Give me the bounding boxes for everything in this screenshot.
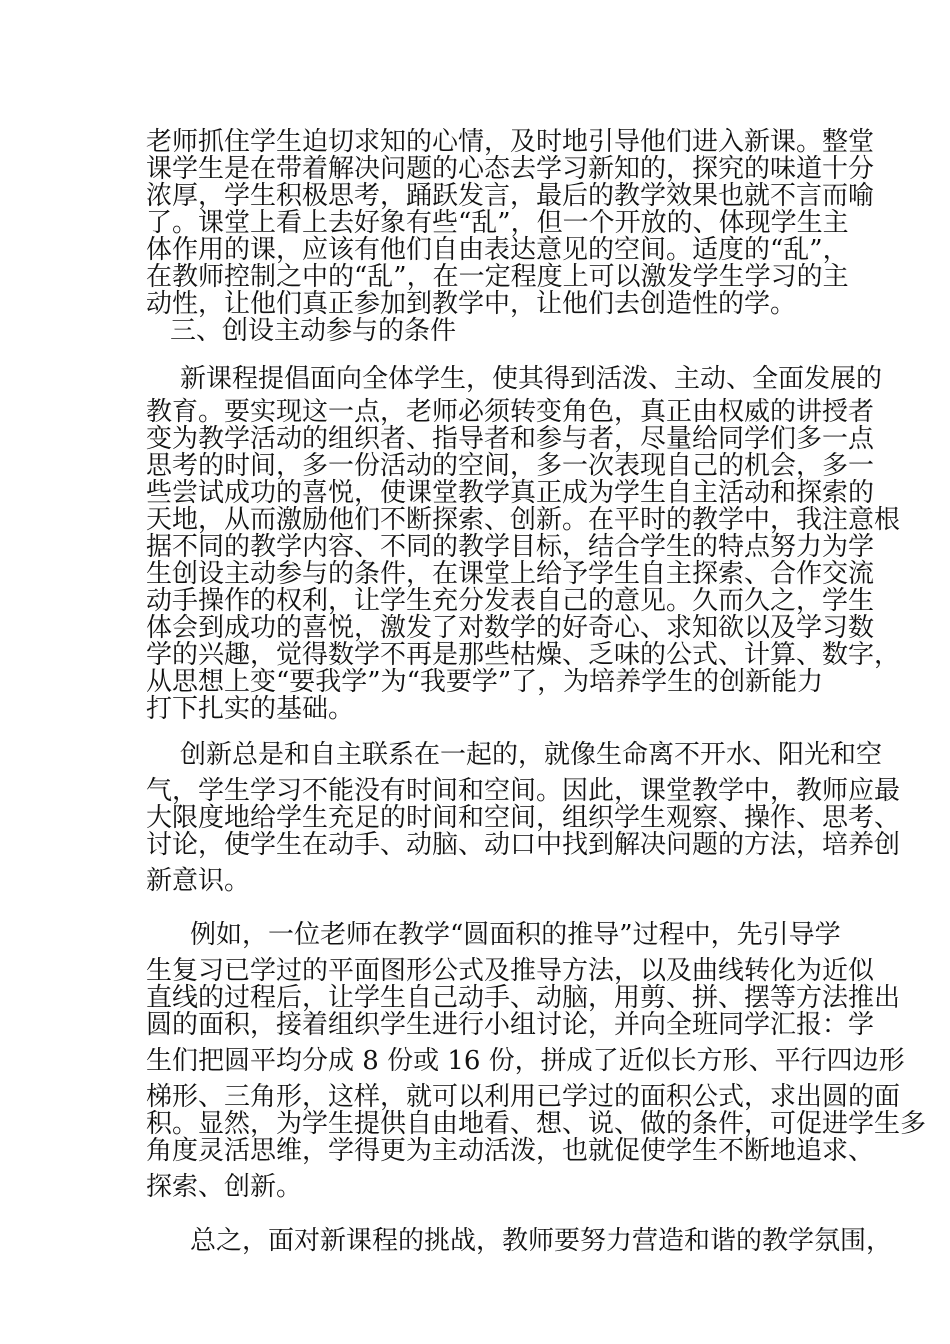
paragraph-3-line-4: 讨论，使学生在动手、动脑、动口中找到解决问题的方法，培养创 [146,830,901,860]
paragraph-1-line-2: 课学生是在带着解决问题的心态去学习新知的，探究的味道十分 [146,154,875,184]
paragraph-2-line-9: 动手操作的权利，让学生充分发表自己的意见。久而久之，学生 [146,586,875,616]
paragraph-2-line-13: 打下扎实的基础。 [146,694,355,724]
paragraph-4-line-4: 圆的面积，接着组织学生进行小组讨论，并向全班同学汇报：学 [146,1010,875,1040]
paragraph-1-line-4: 了。课堂上看上去好象有些“乱”，但一个开放的、体现学生主 [146,208,849,238]
paragraph-2-line-4: 思考的时间，多一份活动的空间，多一次表现自己的机会，多一 [146,451,875,481]
paragraph-3-line-3: 大限度地给学生充足的时间和空间，组织学生观察、操作、思考、 [146,803,901,833]
paragraph-4-line-2: 生复习已学过的平面图形公式及推导方法，以及曲线转化为近似 [146,956,875,986]
paragraph-2-line-7: 据不同的教学内容、不同的教学目标，结合学生的特点努力为学 [146,532,875,562]
paragraph-2-line-8: 生创设主动参与的条件，在课堂上给予学生自主探索、合作交流 [146,559,875,589]
paragraph-1-line-6: 在教师控制之中的“乱”，在一定程度上可以激发学生学习的主 [146,262,849,292]
paragraph-3-line-2: 气，学生学习不能没有时间和空间。因此，课堂教学中，教师应最 [146,776,901,806]
paragraph-1-line-1: 老师抓住学生迫切求知的心情，及时地引导他们进入新课。整堂 [146,127,875,157]
paragraph-2-line-3: 变为教学活动的组织者、指导者和参与者，尽量给同学们多一点 [146,424,875,454]
paragraph-2-line-1: 新课程提倡面向全体学生，使其得到活泼、主动、全面发展的 [180,364,883,394]
paragraph-2-line-12: 从思想上变“要我学”为“我要学”了，为培养学生的创新能力 [146,667,824,697]
paragraph-4-line-7: 积。显然，为学生提供自由地看、想、说、做的条件，可促进学生多 [146,1109,927,1139]
paragraph-4-line-6: 梯形、三角形，这样，就可以利用已学过的面积公式，求出圆的面 [146,1082,901,1112]
paragraph-1-line-7: 动性，让他们真正参加到教学中，让他们去创造性的学。 [146,289,797,319]
paragraph-2-line-2: 教育。要实现这一点，老师必须转变角色，真正由权威的讲授者 [146,397,875,427]
section-heading: 三、创设主动参与的条件 [170,316,457,346]
paragraph-4-line-5: 生们把圆平均分成 8 份或 16 份，拼成了近似长方形、平行四边形 [146,1046,905,1076]
paragraph-3-line-1: 创新总是和自主联系在一起的，就像生命离不开水、阳光和空 [180,740,883,770]
paragraph-2-line-10: 体会到成功的喜悦，激发了对数学的好奇心、求知欲以及学习数 [146,613,875,643]
paragraph-4-line-9: 探索、创新。 [146,1172,303,1202]
paragraph-2-line-6: 天地，从而激励他们不断探索、创新。在平时的教学中，我注意根 [146,505,901,535]
paragraph-2-line-11: 学的兴趣，觉得数学不再是那些枯燥、乏味的公式、计算、数字， [146,640,901,670]
paragraph-3-line-5: 新意识。 [146,866,251,896]
paragraph-4-line-8: 角度灵活思维，学得更为主动活泼，也就促使学生不断地追求、 [146,1136,875,1166]
paragraph-4-line-1: 例如，一位老师在教学“圆面积的推导”过程中，先引导学 [190,920,841,950]
paragraph-2-line-5: 些尝试成功的喜悦，使课堂教学真正成为学生自主活动和探索的 [146,478,875,508]
paragraph-1-line-5: 体作用的课，应该有他们自由表达意见的空间。适度的“乱”， [146,235,849,265]
paragraph-5-line-1: 总之，面对新课程的挑战，教师要努力营造和谐的教学氛围， [190,1226,893,1256]
paragraph-4-line-3: 直线的过程后，让学生自己动手、动脑，用剪、拼、摆等方法推出 [146,983,901,1013]
paragraph-1-line-3: 浓厚，学生积极思考，踊跃发言，最后的教学效果也就不言而喻 [146,181,875,211]
